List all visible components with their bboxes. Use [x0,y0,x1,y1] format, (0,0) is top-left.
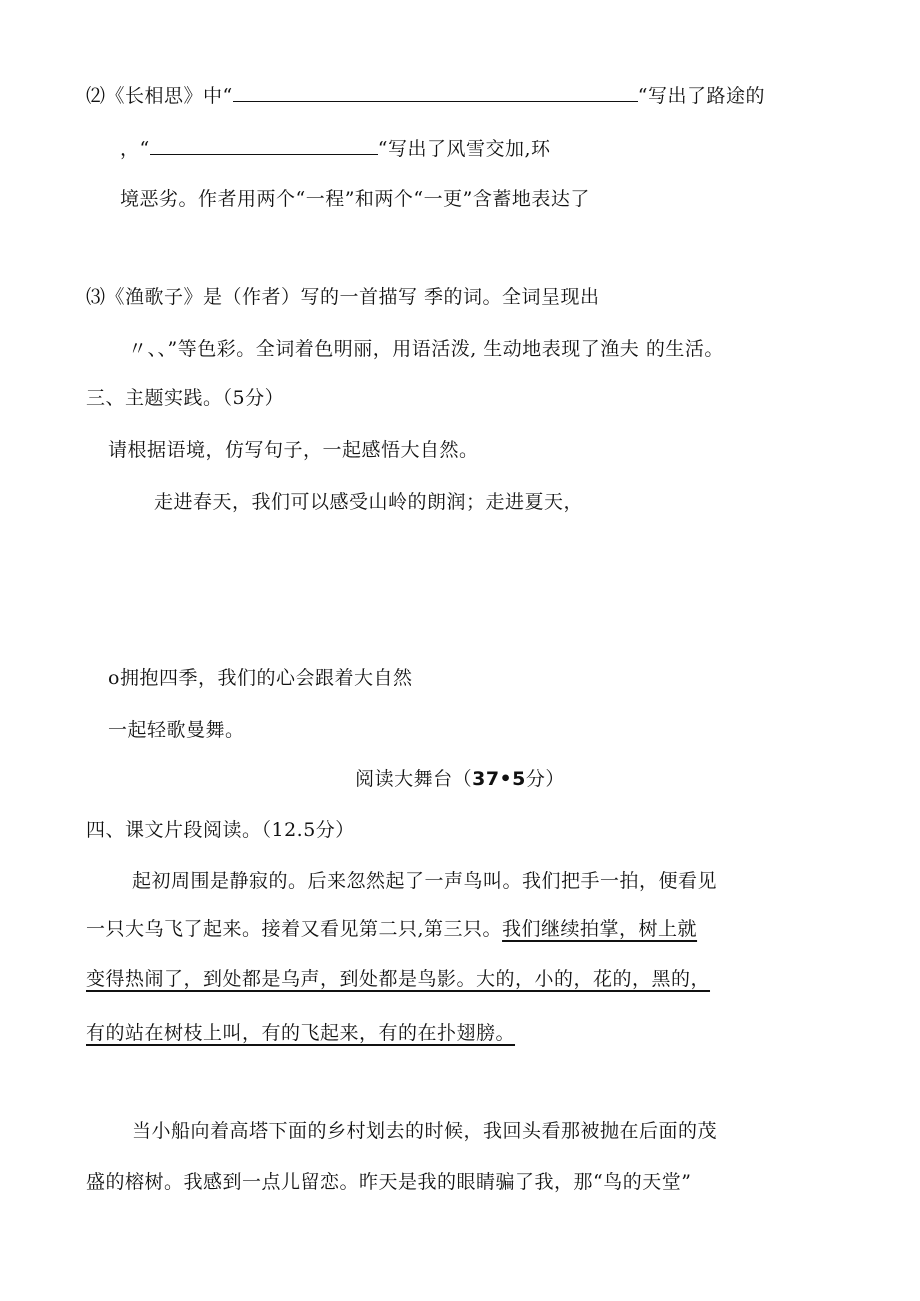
q3-line-1: ⑶《渔歌子》是（作者）写的一首描写 季的词。全词呈现出 [86,286,600,308]
reading-heading-end: 分） [525,768,565,790]
q2-lead-2: ， [120,138,140,160]
p2-line-2: 盛的榕树。我感到一点儿留恋。昨天是我的眼睛骗了我，那“鸟的天堂” [86,1171,692,1193]
section3-end-1: o拥抱四季，我们的心会跟着大自然 [108,667,413,689]
p1-line-4: 有的站在树枝上叫，有的飞起来，有的在扑翅膀。 [86,1022,516,1044]
p1-line-1: 起初周围是静寂的。后来忽然起了一声鸟叫。我们把手一拍，便看见 [132,870,718,892]
q2-blank-2[interactable] [150,134,378,155]
reading-heading-text: 阅读大舞台（ [355,768,473,790]
section3-prompt: 走进春天，我们可以感受山岭的朗润；走进夏天， [154,491,584,513]
q2-line-2 [120,134,551,161]
p2-line-1: 当小船向着高塔下面的乡村划去的时候，我回头看那被抛在后面的茂 [132,1120,718,1142]
q2-suffix-2: “写出了风雪交加,环 [377,138,551,160]
p1-line-3: 变得热闹了，到处都是乌声，到处都是鸟影。大的，小的，花的，黑的， [86,968,711,990]
q2-blank-1[interactable] [233,81,638,102]
p1-line-2-underlined: 我们继续拍掌，树上就 [502,918,698,940]
q2-line-1 [86,81,765,108]
section3-title: 三、主题实践。（5分） [86,387,285,409]
q2-line-3: 境恶劣。作者用两个“一程”和两个“一更”含蓄地表达了 [120,188,590,210]
section3-instruction: 请根据语境，仿写句子，一起感悟大自然。 [108,439,479,461]
section3-end-2: 一起轻歌曼舞。 [108,719,245,741]
q2-quote-open-1: “ [222,85,233,107]
p1-line-2-plain: 一只大乌飞了起来。接着又看见第二只,第三只。 [86,918,503,940]
section4-title: 四、课文片段阅读。（12.5分） [86,819,355,841]
p1-line-2 [86,917,697,941]
reading-heading [0,767,920,791]
q2-suffix-1: “写出了路途的 [637,85,765,107]
q3-line-2: 〃、、”等色彩。全词着色明丽，用语活泼, 生动地表现了渔夫 的生活。 [128,338,724,360]
q2-quote-open-2: “ [139,138,150,160]
reading-heading-score: 37•5 [472,768,526,790]
q2-prefix: ⑵《长相思》中 [86,85,223,107]
